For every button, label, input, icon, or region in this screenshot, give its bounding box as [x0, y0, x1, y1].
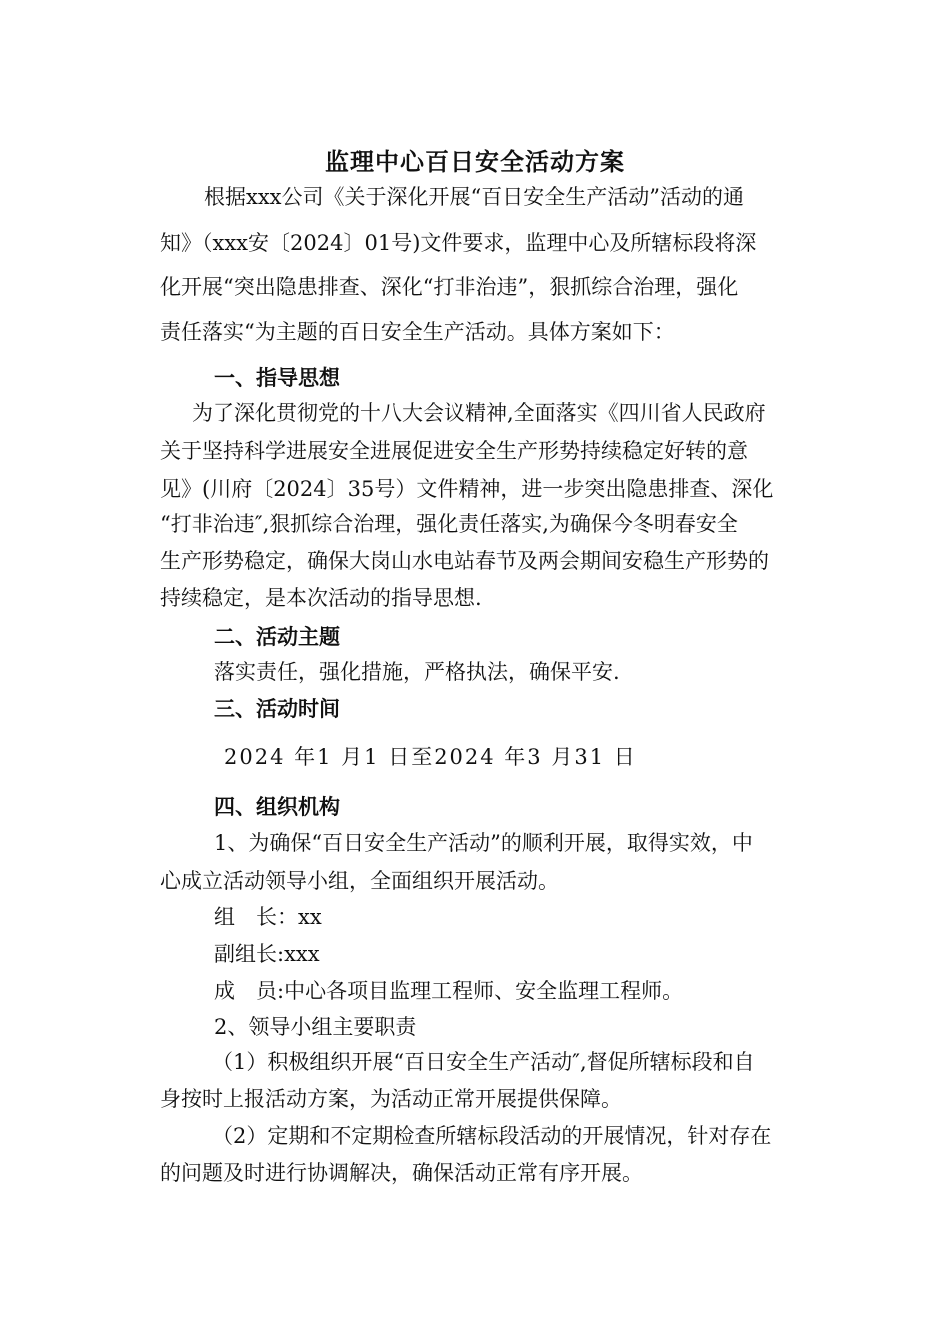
deputy-leader: 副组长:xxx [214, 942, 320, 966]
section-heading: 一、指导思想 [214, 366, 340, 390]
paragraph-line: 为了深化贯彻党的十八大会议精神,全面落实《四川省人民政府 [192, 401, 766, 425]
theme-text: 落实责任，强化措施，严格执法，确保平安. [214, 660, 620, 684]
group-leader: 组 长：xx [214, 905, 322, 929]
document-title: 监理中心百日安全活动方案 [325, 148, 625, 176]
group-members: 成 员:中心各项目监理工程师、安全监理工程师。 [214, 979, 684, 1003]
activity-date: 2024 年1 月1 日至2024 年3 月31 日 [224, 745, 637, 769]
paragraph-line: （1）积极组织开展“百日安全生产活动″,督促所辖标段和自 [212, 1050, 755, 1074]
paragraph-line: 见》(川府〔2024〕35号）文件精神，进一步突出隐患排查、深化 [160, 477, 774, 501]
paragraph-line: 生产形势稳定，确保大岗山水电站春节及两会期间安稳生产形势的 [160, 549, 769, 573]
intro-line: 责任落实“为主题的百日安全生产活动。具体方案如下： [160, 320, 675, 344]
intro-line: 知》（xxx安〔2024〕01号)文件要求，监理中心及所辖标段将深 [160, 231, 757, 255]
paragraph-line: （2）定期和不定期检查所辖标段活动的开展情况，针对存在 [212, 1124, 772, 1148]
paragraph-line: 1、为确保“百日安全生产活动”的顺利开展，取得实效，中 [214, 831, 753, 855]
intro-line: 根据xxx公司《关于深化开展“百日安全生产活动”活动的通 [204, 185, 744, 209]
paragraph-line: 持续稳定，是本次活动的指导思想. [160, 586, 482, 610]
section-heading: 四、组织机构 [214, 795, 340, 819]
section-heading: 二、活动主题 [214, 625, 340, 649]
paragraph-line: “打非治违″,狠抓综合治理，强化责任落实,为确保今冬明春安全 [160, 512, 738, 536]
paragraph-line: 关于坚持科学进展安全进展促进安全生产形势持续稳定好转的意 [160, 439, 748, 463]
section-heading: 三、活动时间 [214, 697, 340, 721]
paragraph-line: 心成立活动领导小组，全面组织开展活动。 [160, 869, 559, 893]
paragraph-line: 的问题及时进行协调解决，确保活动正常有序开展。 [160, 1161, 643, 1185]
paragraph-line: 2、领导小组主要职责 [214, 1015, 417, 1039]
paragraph-line: 身按时上报活动方案，为活动正常开展提供保障。 [160, 1087, 622, 1111]
intro-line: 化开展“突出隐患排查、深化“打非治违”，狠抓综合治理，强化 [160, 275, 739, 299]
